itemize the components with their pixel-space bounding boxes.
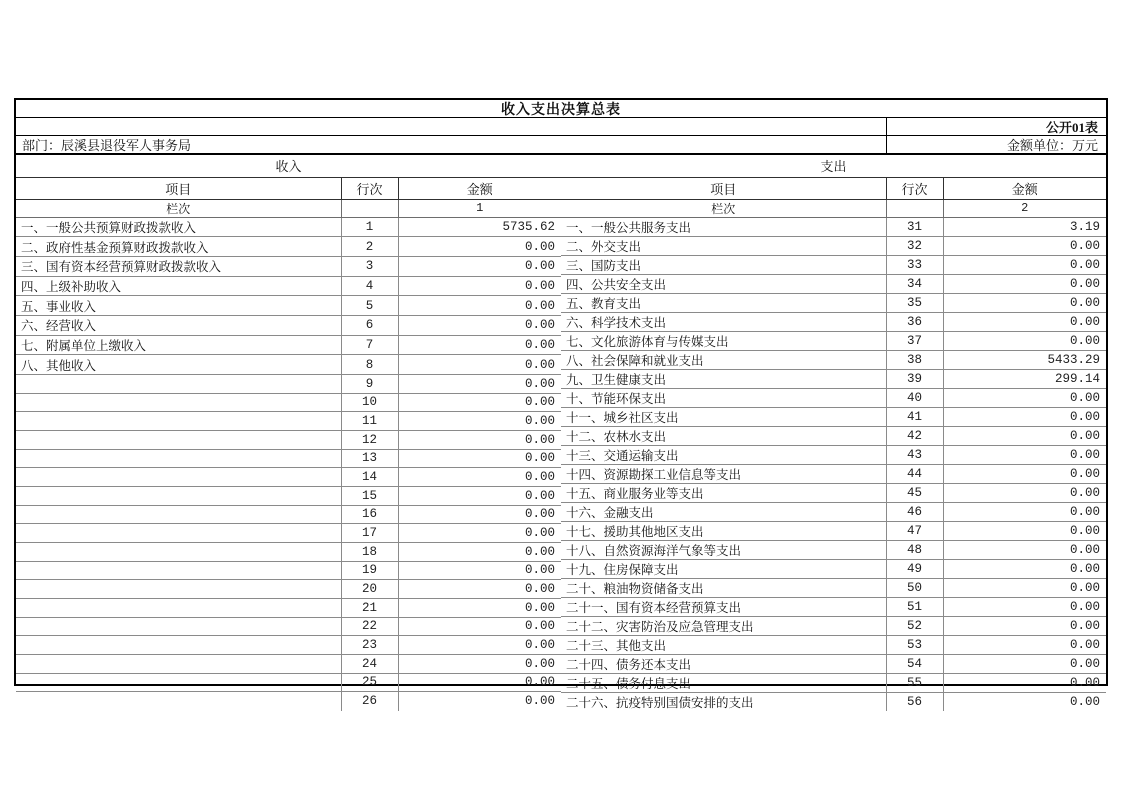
amount-cell: 0.00 [943, 388, 1106, 407]
expenditure-index-row [561, 199, 1106, 217]
item-cell [16, 636, 341, 655]
item-cell: 二十二、灾害防治及应急管理支出 [561, 616, 886, 635]
line-number-cell: 33 [886, 255, 943, 274]
table-row [16, 468, 561, 487]
item-cell [16, 654, 341, 673]
meta-spacer [16, 118, 886, 135]
item-cell: 九、卫生健康支出 [561, 369, 886, 388]
table-row [16, 412, 561, 431]
expenditure-column-header-row [561, 177, 1106, 199]
table-row [16, 505, 561, 524]
item-cell: 十、节能环保支出 [561, 388, 886, 407]
item-cell: 五、事业收入 [16, 296, 341, 316]
expenditure-column-header-amount: 金额 [943, 177, 1106, 199]
amount-cell: 0.00 [943, 673, 1106, 692]
amount-cell: 0.00 [398, 617, 561, 636]
line-number-cell: 4 [341, 276, 398, 296]
table-row [16, 355, 561, 375]
amount-cell: 0.00 [943, 540, 1106, 559]
income-column-header-line: 行次 [341, 177, 398, 199]
line-number-cell: 10 [341, 393, 398, 412]
item-cell: 三、国有资本经营预算财政拨款收入 [16, 256, 341, 276]
income-table [16, 155, 561, 711]
table-row [16, 335, 561, 355]
amount-cell: 0.00 [398, 296, 561, 316]
income-rows [16, 217, 561, 711]
table-row [16, 673, 561, 692]
table-row [561, 578, 1106, 597]
item-cell: 六、经营收入 [16, 315, 341, 335]
item-cell [16, 486, 341, 505]
item-cell [16, 673, 341, 692]
amount-cell: 0.00 [398, 430, 561, 449]
line-number-cell: 5 [341, 296, 398, 316]
amount-cell: 0.00 [943, 236, 1106, 255]
item-cell: 二十一、国有资本经营预算支出 [561, 597, 886, 616]
line-number-cell: 15 [341, 486, 398, 505]
amount-cell: 299.14 [943, 369, 1106, 388]
line-number-cell: 50 [886, 578, 943, 597]
amount-cell: 0.00 [398, 486, 561, 505]
amount-cell: 0.00 [943, 274, 1106, 293]
item-cell: 五、教育支出 [561, 293, 886, 312]
expenditure-rows [561, 217, 1106, 711]
item-cell: 二十四、债务还本支出 [561, 654, 886, 673]
table-row [16, 393, 561, 412]
item-cell [16, 430, 341, 449]
item-cell: 十二、农林水支出 [561, 426, 886, 445]
expenditure-index-value: 2 [943, 199, 1106, 217]
amount-cell: 0.00 [943, 521, 1106, 540]
amount-cell: 0.00 [398, 673, 561, 692]
amount-cell: 0.00 [398, 524, 561, 543]
item-cell: 十七、援助其他地区支出 [561, 521, 886, 540]
table-row [16, 524, 561, 543]
table-row [561, 293, 1106, 312]
line-number-cell: 44 [886, 464, 943, 483]
table-body [16, 155, 1106, 711]
expenditure-index-empty-cell [886, 199, 943, 217]
item-cell [16, 393, 341, 412]
table-row [561, 635, 1106, 654]
amount-cell: 0.00 [398, 355, 561, 375]
line-number-cell: 39 [886, 369, 943, 388]
table-row [561, 388, 1106, 407]
item-cell: 十四、资源勘探工业信息等支出 [561, 464, 886, 483]
line-number-cell: 24 [341, 654, 398, 673]
line-number-cell: 48 [886, 540, 943, 559]
amount-cell: 0.00 [943, 426, 1106, 445]
table-row [16, 237, 561, 257]
expenditure-section-row [561, 155, 1106, 177]
line-number-cell: 26 [341, 692, 398, 711]
line-number-cell: 35 [886, 293, 943, 312]
line-number-cell: 13 [341, 449, 398, 468]
line-number-cell: 42 [886, 426, 943, 445]
expenditure-column-header-line: 行次 [886, 177, 943, 199]
line-number-cell: 20 [341, 580, 398, 599]
amount-cell: 0.00 [398, 315, 561, 335]
item-cell [16, 449, 341, 468]
income-column-header-amount: 金额 [398, 177, 561, 199]
income-section-row [16, 155, 561, 177]
table-row [16, 315, 561, 335]
table-row [561, 274, 1106, 293]
amount-cell: 0.00 [943, 578, 1106, 597]
item-cell: 一、一般公共服务支出 [561, 217, 886, 236]
amount-cell: 5735.62 [398, 217, 561, 237]
expenditure-table [561, 155, 1106, 711]
line-number-cell: 14 [341, 468, 398, 487]
table-row [561, 502, 1106, 521]
amount-cell: 0.00 [943, 616, 1106, 635]
table-row [561, 673, 1106, 692]
table-row [561, 331, 1106, 350]
line-number-cell: 32 [886, 236, 943, 255]
amount-cell: 0.00 [943, 635, 1106, 654]
item-cell: 三、国防支出 [561, 255, 886, 274]
table-row [561, 692, 1106, 711]
item-cell: 七、文化旅游体育与传媒支出 [561, 331, 886, 350]
item-cell: 四、上级补助收入 [16, 276, 341, 296]
amount-cell: 0.00 [943, 692, 1106, 711]
amount-cell: 0.00 [943, 464, 1106, 483]
line-number-cell: 51 [886, 597, 943, 616]
table-row [561, 616, 1106, 635]
table-row [561, 407, 1106, 426]
line-number-cell: 7 [341, 335, 398, 355]
item-cell: 十六、金融支出 [561, 502, 886, 521]
table-row [561, 559, 1106, 578]
expenditure-index-label: 栏次 [561, 199, 886, 217]
item-cell: 十三、交通运输支出 [561, 445, 886, 464]
item-cell: 十五、商业服务业等支出 [561, 483, 886, 502]
amount-cell: 0.00 [398, 237, 561, 257]
item-cell [16, 617, 341, 636]
amount-cell: 0.00 [943, 293, 1106, 312]
unit-label: 金额单位：万元 [886, 136, 1106, 153]
line-number-cell: 47 [886, 521, 943, 540]
line-number-cell: 34 [886, 274, 943, 293]
table-row [561, 350, 1106, 369]
line-number-cell: 2 [341, 237, 398, 257]
page-title: 收入支出决算总表 [16, 100, 1106, 118]
table-row [16, 296, 561, 316]
line-number-cell: 21 [341, 598, 398, 617]
item-cell [16, 542, 341, 561]
table-row [561, 255, 1106, 274]
table-row [561, 312, 1106, 331]
line-number-cell: 9 [341, 375, 398, 394]
table-row [16, 561, 561, 580]
line-number-cell: 8 [341, 355, 398, 375]
item-cell: 二十、粮油物资储备支出 [561, 578, 886, 597]
amount-cell: 0.00 [398, 468, 561, 487]
amount-cell: 0.00 [943, 445, 1106, 464]
line-number-cell: 23 [341, 636, 398, 655]
table-row [561, 369, 1106, 388]
amount-cell: 0.00 [398, 542, 561, 561]
item-cell [16, 561, 341, 580]
sheet-label: 公开01表 [886, 118, 1106, 135]
line-number-cell: 41 [886, 407, 943, 426]
amount-cell: 0.00 [398, 393, 561, 412]
line-number-cell: 3 [341, 256, 398, 276]
table-row [561, 654, 1106, 673]
line-number-cell: 36 [886, 312, 943, 331]
income-section-title: 收入 [16, 155, 561, 177]
table-row [16, 430, 561, 449]
line-number-cell: 54 [886, 654, 943, 673]
income-index-label: 栏次 [16, 199, 341, 217]
expenditure-section-title: 支出 [561, 155, 1106, 177]
line-number-cell: 12 [341, 430, 398, 449]
income-index-value: 1 [398, 199, 561, 217]
table-row [16, 692, 561, 711]
item-cell: 二十六、抗疫特别国债安排的支出 [561, 692, 886, 711]
amount-cell: 0.00 [398, 335, 561, 355]
amount-cell: 0.00 [398, 412, 561, 431]
table-row [561, 464, 1106, 483]
item-cell [16, 375, 341, 394]
table-row [16, 449, 561, 468]
table-row [561, 521, 1106, 540]
table-row [561, 426, 1106, 445]
table-row [16, 256, 561, 276]
item-cell: 二十三、其他支出 [561, 635, 886, 654]
table-row [16, 276, 561, 296]
item-cell: 六、科学技术支出 [561, 312, 886, 331]
item-cell [16, 692, 341, 711]
table-row [16, 217, 561, 237]
table-row [16, 580, 561, 599]
table-row [16, 375, 561, 394]
amount-cell: 0.00 [398, 692, 561, 711]
amount-cell: 0.00 [398, 580, 561, 599]
line-number-cell: 25 [341, 673, 398, 692]
amount-cell: 0.00 [943, 559, 1106, 578]
line-number-cell: 53 [886, 635, 943, 654]
amount-cell: 0.00 [398, 375, 561, 394]
line-number-cell: 43 [886, 445, 943, 464]
amount-cell: 0.00 [398, 256, 561, 276]
item-cell [16, 598, 341, 617]
line-number-cell: 52 [886, 616, 943, 635]
expenditure-column-header-item: 项目 [561, 177, 886, 199]
amount-cell: 0.00 [943, 312, 1106, 331]
line-number-cell: 31 [886, 217, 943, 236]
item-cell [16, 505, 341, 524]
amount-cell: 0.00 [943, 483, 1106, 502]
line-number-cell: 45 [886, 483, 943, 502]
line-number-cell: 40 [886, 388, 943, 407]
amount-cell: 0.00 [943, 331, 1106, 350]
meta-row-department [16, 136, 1106, 155]
line-number-cell: 1 [341, 217, 398, 237]
line-number-cell: 18 [341, 542, 398, 561]
line-number-cell: 22 [341, 617, 398, 636]
item-cell: 二、政府性基金预算财政拨款收入 [16, 237, 341, 257]
income-index-empty-cell [341, 199, 398, 217]
line-number-cell: 16 [341, 505, 398, 524]
table-row [561, 483, 1106, 502]
income-column-header-row [16, 177, 561, 199]
line-number-cell: 19 [341, 561, 398, 580]
item-cell [16, 412, 341, 431]
amount-cell: 0.00 [398, 276, 561, 296]
item-cell: 八、社会保障和就业支出 [561, 350, 886, 369]
table-row [561, 236, 1106, 255]
table-row [561, 217, 1106, 236]
department-label: 部门：辰溪县退役军人事务局 [22, 138, 192, 153]
item-cell: 一、一般公共预算财政拨款收入 [16, 217, 341, 237]
income-index-row [16, 199, 561, 217]
line-number-cell: 49 [886, 559, 943, 578]
item-cell: 七、附属单位上缴收入 [16, 335, 341, 355]
table-row [561, 540, 1106, 559]
table-row [16, 542, 561, 561]
table-row [561, 445, 1106, 464]
item-cell [16, 580, 341, 599]
item-cell: 十九、住房保障支出 [561, 559, 886, 578]
table-row [16, 654, 561, 673]
item-cell: 八、其他收入 [16, 355, 341, 375]
line-number-cell: 6 [341, 315, 398, 335]
amount-cell: 0.00 [943, 407, 1106, 426]
line-number-cell: 11 [341, 412, 398, 431]
line-number-cell: 56 [886, 692, 943, 711]
item-cell: 二十五、债务付息支出 [561, 673, 886, 692]
line-number-cell: 17 [341, 524, 398, 543]
item-cell: 二、外交支出 [561, 236, 886, 255]
amount-cell: 0.00 [943, 255, 1106, 274]
final-accounts-sheet [14, 98, 1108, 710]
amount-cell: 0.00 [943, 597, 1106, 616]
amount-cell: 0.00 [943, 654, 1106, 673]
table-row [16, 598, 561, 617]
amount-cell: 5433.29 [943, 350, 1106, 369]
item-cell [16, 468, 341, 487]
table-row [16, 486, 561, 505]
line-number-cell: 55 [886, 673, 943, 692]
table-row [16, 636, 561, 655]
line-number-cell: 37 [886, 331, 943, 350]
amount-cell: 0.00 [398, 561, 561, 580]
item-cell: 十八、自然资源海洋气象等支出 [561, 540, 886, 559]
amount-cell: 0.00 [398, 449, 561, 468]
amount-cell: 0.00 [398, 636, 561, 655]
amount-cell: 3.19 [943, 217, 1106, 236]
line-number-cell: 46 [886, 502, 943, 521]
item-cell: 四、公共安全支出 [561, 274, 886, 293]
line-number-cell: 38 [886, 350, 943, 369]
table-row [561, 597, 1106, 616]
amount-cell: 0.00 [398, 598, 561, 617]
item-cell [16, 524, 341, 543]
amount-cell: 0.00 [398, 505, 561, 524]
table-row [16, 617, 561, 636]
meta-row-sheet-label [16, 118, 1106, 136]
item-cell: 十一、城乡社区支出 [561, 407, 886, 426]
amount-cell: 0.00 [943, 502, 1106, 521]
amount-cell: 0.00 [398, 654, 561, 673]
income-column-header-item: 项目 [16, 177, 341, 199]
